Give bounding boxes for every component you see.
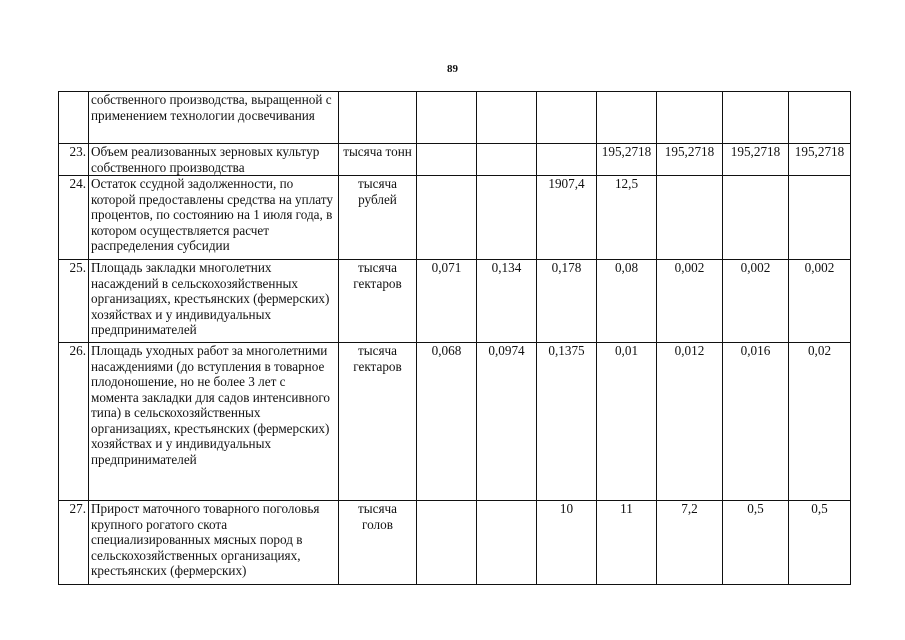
unit-of-measure [339, 92, 417, 144]
row-number: 24. [59, 176, 89, 260]
indicator-description: Остаток ссудной задолженности, по которой предоставлены средства на уплату процентов, по состоянию на 1 июля года, в котором осуществляется расчет распределения субсидии [89, 176, 339, 260]
value-cell [537, 144, 597, 176]
table-row [59, 260, 851, 343]
indicator-description: Площадь закладки многолетних насаждений в сельскохозяйственных организациях, крестьянских (фермерских) хозяйствах и у индивидуальных предпринимателей [89, 260, 339, 343]
value-cell [417, 92, 477, 144]
page-number: 89 [447, 63, 458, 75]
indicator-description: Площадь уходных работ за многолетними насаждениями (до вступления в товарное плодоношение, но не более 3 лет с момента закладки для садов интенсивного типа) в сельскохозяйственных организациях, крестьянских (фермерских) хозяйствах и у индивидуальных предпринимателей [89, 343, 339, 501]
value-cell: 0,02 [789, 343, 851, 501]
indicator-table [58, 91, 851, 585]
value-cell: 0,1375 [537, 343, 597, 501]
value-cell [417, 176, 477, 260]
value-cell: 0,5 [789, 501, 851, 585]
value-cell [417, 501, 477, 585]
value-cell: 195,2718 [723, 144, 789, 176]
value-cell [477, 92, 537, 144]
table-row [59, 144, 851, 176]
value-cell: 0,002 [723, 260, 789, 343]
row-number: 26. [59, 343, 89, 501]
value-cell [657, 176, 723, 260]
value-cell [789, 176, 851, 260]
table-row [59, 176, 851, 260]
value-cell: 10 [537, 501, 597, 585]
value-cell: 195,2718 [597, 144, 657, 176]
value-cell [789, 92, 851, 144]
row-number [59, 92, 89, 144]
row-number: 23. [59, 144, 89, 176]
value-cell: 0,08 [597, 260, 657, 343]
table-row [59, 343, 851, 501]
table-row [59, 92, 851, 144]
value-cell [477, 144, 537, 176]
value-cell: 0,002 [789, 260, 851, 343]
value-cell: 0,5 [723, 501, 789, 585]
indicator-description: Объем реализованных зерновых культур собственного производства [89, 144, 339, 176]
value-cell: 12,5 [597, 176, 657, 260]
unit-of-measure: тысяча гектаров [339, 343, 417, 501]
value-cell: 11 [597, 501, 657, 585]
value-cell [597, 92, 657, 144]
value-cell: 0,01 [597, 343, 657, 501]
value-cell: 7,2 [657, 501, 723, 585]
value-cell [723, 92, 789, 144]
value-cell [417, 144, 477, 176]
unit-of-measure: тысяча гектаров [339, 260, 417, 343]
value-cell: 0,0974 [477, 343, 537, 501]
value-cell: 195,2718 [789, 144, 851, 176]
value-cell: 0,134 [477, 260, 537, 343]
value-cell: 0,071 [417, 260, 477, 343]
indicator-description: собственного производства, выращенной с применением технологии досвечивания [89, 92, 339, 144]
value-cell [477, 176, 537, 260]
unit-of-measure: тысяча голов [339, 501, 417, 585]
value-cell [537, 92, 597, 144]
value-cell: 195,2718 [657, 144, 723, 176]
value-cell [723, 176, 789, 260]
value-cell: 0,016 [723, 343, 789, 501]
value-cell: 0,068 [417, 343, 477, 501]
unit-of-measure: тысяча тонн [339, 144, 417, 176]
row-number: 27. [59, 501, 89, 585]
value-cell: 1907,4 [537, 176, 597, 260]
value-cell: 0,012 [657, 343, 723, 501]
value-cell: 0,002 [657, 260, 723, 343]
value-cell [657, 92, 723, 144]
value-cell: 0,178 [537, 260, 597, 343]
row-number: 25. [59, 260, 89, 343]
value-cell [477, 501, 537, 585]
indicator-description: Прирост маточного товарного поголовья крупного рогатого скота специализированных мясных пород в сельскохозяйственных организациях, крестьянских (фермерских) [89, 501, 339, 585]
table-row [59, 501, 851, 585]
unit-of-measure: тысяча рублей [339, 176, 417, 260]
